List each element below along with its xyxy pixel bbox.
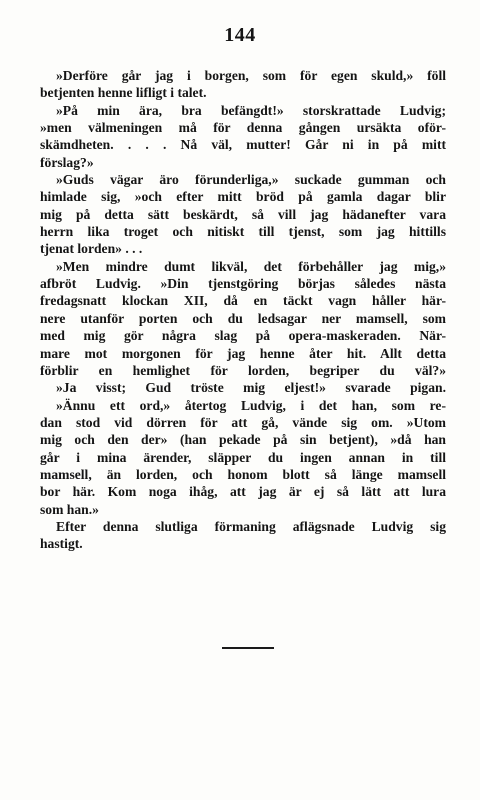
text-line: förslag?»: [40, 154, 94, 170]
text-line: bor här. Kom noga ihåg, att jag är ej så lätt att lura: [40, 484, 446, 500]
text-line: med mig gör några slag på opera-maskeraden. När-: [40, 328, 446, 344]
text-line: tjenat lorden» . . .: [40, 241, 143, 257]
text-line: herrn lika troget och nitiskt till tjenst, som jag hittills: [40, 224, 446, 240]
text-line: går i mina ärender, släpper du ingen annan in till: [40, 449, 446, 465]
text-line: mare mot morgonen för jag henne åter hit. Allt detta: [40, 345, 446, 361]
text-line: mig och den der» (han pekade på sin betjent), »då han: [40, 432, 446, 448]
text-line: »Men mindre dumt likväl, det förbehåller jag mig,»: [56, 258, 446, 274]
text-line: himlade sig, »och efter mitt bröd på gamla dagar blir: [40, 189, 446, 205]
text-line: »Derföre går jag i borgen, som för egen skuld,» föll: [56, 68, 446, 83]
end-rule-divider: [222, 647, 274, 649]
text-line: »men välmeningen må för denna gången ursäkta oför-: [40, 120, 446, 136]
text-line: skämdheten. . . . Nå väl, mutter! Går ni in på mitt: [40, 137, 446, 153]
body-text: [40, 67, 446, 553]
text-line: dan stod vid dörren för att gå, vände sig om. »Utom: [40, 414, 446, 430]
text-line: mig på detta sätt beskärdt, så vill jag hädanefter vara: [40, 206, 446, 222]
text-line: Efter denna slutliga förmaning aflägsnade Ludvig sig: [56, 518, 446, 534]
text-line: »På min ära, bra befängdt!» storskrattade Ludvig;: [56, 102, 446, 118]
text-line: hastigt.: [40, 536, 83, 552]
page-number: 144: [224, 24, 256, 46]
text-line: mamsell, än lorden, och honom blott så länge mamsell: [40, 466, 446, 482]
text-line: som han.»: [40, 501, 99, 517]
text-line: »Ännu ett ord,» återtog Ludvig, i det han, som re-: [56, 397, 446, 413]
text-line: fredagsnatt klockan XII, då en täckt vagn håller här-: [40, 293, 446, 309]
text-line: förblir en hemlighet för lorden, begriper du väl?»: [40, 362, 446, 378]
text-line: nere utanför porten och du ledsagar ner mamsell, som: [40, 310, 446, 326]
text-line: »Ja visst; Gud tröste mig eljest!» svarade pigan.: [56, 380, 446, 396]
text-line: afbröt Ludvig. »Din tjenstgöring börjas således nästa: [40, 276, 446, 292]
text-line: »Guds vägar äro förunderliga,» suckade gumman och: [56, 172, 446, 188]
text-line: betjenten henne lifligt i talet.: [40, 85, 207, 101]
